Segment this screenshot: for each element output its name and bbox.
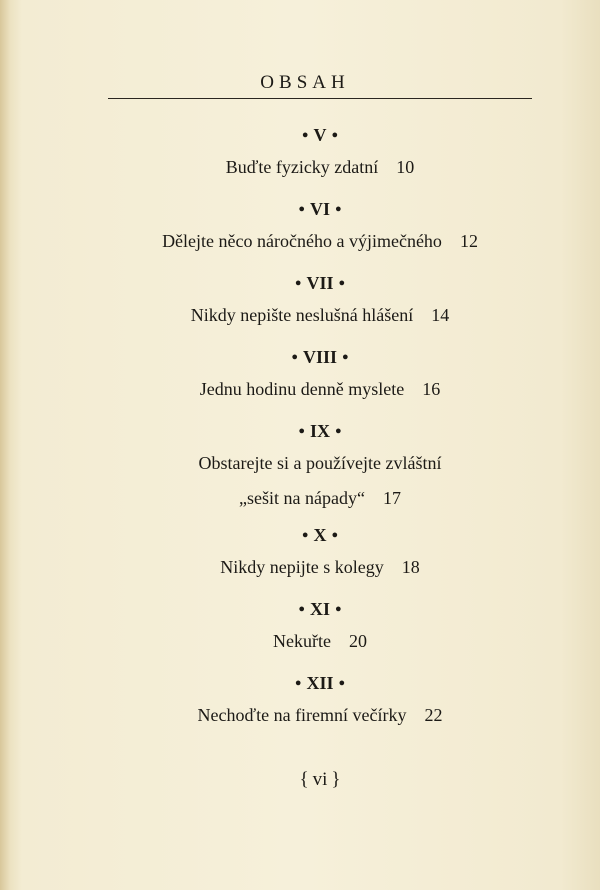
table-of-contents: [0, 117, 600, 739]
entry-page-number: 12: [459, 231, 478, 251]
toc-section-xi: [40, 591, 600, 665]
section-numeral-line: [40, 517, 600, 553]
bullet-icon: ●: [335, 425, 342, 437]
section-numeral-line: [40, 265, 600, 301]
toc-entry-line-1: [40, 449, 600, 481]
entry-page-number: 18: [401, 557, 420, 577]
section-numeral: X: [313, 525, 327, 545]
bullet-icon: ●: [335, 603, 342, 615]
toc-entry-line-2: [40, 481, 600, 515]
bullet-icon: ●: [335, 203, 342, 215]
section-numeral: V: [313, 125, 327, 145]
entry-title: Nikdy nepište neslušná hlášení: [190, 305, 414, 325]
section-numeral-line: [40, 117, 600, 153]
bullet-icon: ●: [338, 677, 346, 689]
close-brace: }: [331, 769, 341, 790]
section-numeral-line: [40, 591, 600, 627]
entry-title: Jednu hodinu denně myslete: [199, 379, 405, 399]
entry-page-number: 10: [396, 157, 415, 177]
entry-title: Buďte fyzicky zdatní: [225, 157, 379, 177]
entry-title: Dělejte něco náročného a výjimečného: [162, 231, 442, 251]
bullet-icon: ●: [331, 129, 339, 141]
section-numeral-line: [40, 191, 600, 227]
toc-section-ix: [40, 413, 600, 517]
section-numeral: XII: [306, 673, 334, 693]
section-numeral: VII: [306, 273, 334, 293]
toc-entry: [40, 553, 600, 585]
bullet-icon: ●: [294, 277, 302, 289]
entry-page-number: 20: [348, 631, 367, 651]
toc-section-vii: [40, 265, 600, 339]
toc-section-viii: [40, 339, 600, 413]
bullet-icon: ●: [298, 425, 305, 437]
page-title: OBSAH: [260, 72, 350, 93]
bullet-icon: ●: [291, 351, 298, 363]
bullet-icon: ●: [298, 203, 305, 215]
toc-section-xii: [40, 665, 600, 739]
bullet-icon: ●: [298, 603, 305, 615]
section-numeral-line: [40, 339, 600, 375]
toc-entry: [40, 153, 600, 185]
bullet-icon: ●: [294, 677, 302, 689]
toc-entry: [40, 375, 600, 407]
bullet-icon: ●: [301, 529, 309, 541]
entry-title: Obstarejte si a používejte zvláštní: [198, 453, 442, 473]
entry-page-number: 22: [424, 705, 443, 725]
toc-section-vi: [40, 191, 600, 265]
section-numeral-line: [40, 665, 600, 701]
page-number-value: vi: [312, 769, 328, 790]
bullet-icon: ●: [331, 529, 339, 541]
bullet-icon: ●: [338, 277, 346, 289]
toc-entry: [40, 301, 600, 333]
page-number: [0, 769, 600, 791]
bullet-icon: ●: [301, 129, 309, 141]
section-numeral: VIII: [302, 347, 337, 367]
entry-page-number: 14: [431, 305, 450, 325]
toc-section-x: [40, 517, 600, 591]
entry-title: Nechoďte na firemní večírky: [197, 705, 407, 725]
section-numeral: IX: [309, 421, 330, 441]
toc-entry: [40, 627, 600, 659]
section-numeral: VI: [309, 199, 330, 219]
entry-page-number: 17: [382, 488, 401, 508]
section-numeral-line: [40, 413, 600, 449]
entry-title: Nikdy nepijte s kolegy: [220, 557, 384, 577]
toc-section-v: [40, 117, 600, 191]
open-brace: {: [299, 769, 309, 790]
section-numeral: XI: [309, 599, 330, 619]
entry-title-continued: „sešit na nápady“: [239, 488, 365, 508]
entry-title: Nekuřte: [273, 631, 331, 651]
bullet-icon: ●: [342, 351, 349, 363]
toc-entry: [40, 227, 600, 259]
entry-page-number: 16: [422, 379, 441, 399]
toc-entry: [40, 701, 600, 733]
title-rule: [108, 98, 532, 99]
